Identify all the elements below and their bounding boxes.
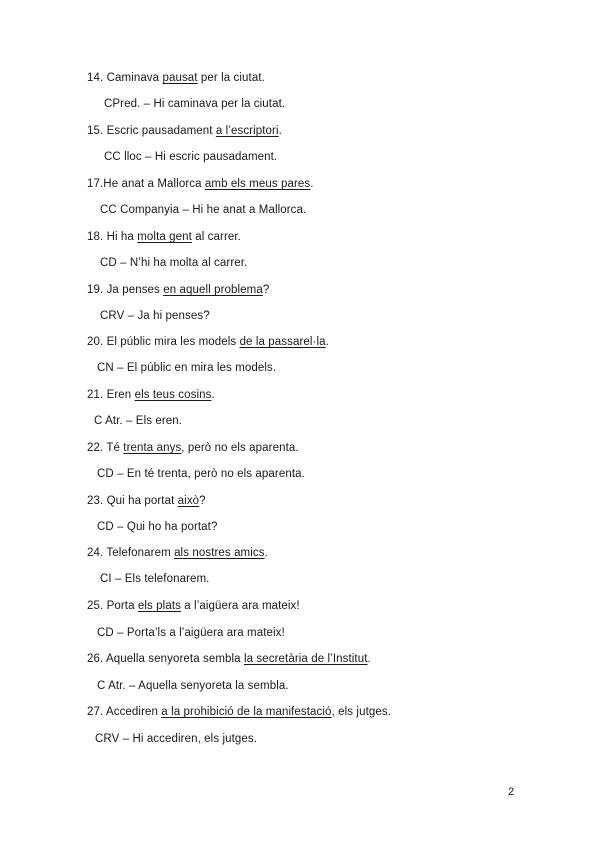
question-26: 26. Aquella senyoreta sembla la secretària de l’Institut.: [87, 653, 371, 665]
underlined-phrase: de la passarel·la: [239, 336, 326, 348]
underlined-phrase: pausat: [162, 72, 198, 84]
answer-17: CC Companyia – Hi he anat a Mallorca.: [100, 204, 307, 216]
question-25: 25. Porta els plats a l’aigüera ara mateix!: [87, 600, 300, 612]
answer-24: CI – Els telefonarem.: [100, 573, 210, 585]
question-20: 20. El públic mira les models de la passarel·la.: [87, 336, 329, 348]
question-15: 15. Escric pausadament a l’escriptori.: [87, 125, 282, 137]
answer-18: CD – N’hi ha molta al carrer.: [100, 257, 248, 269]
question-23: 23. Qui ha portat això?: [87, 495, 206, 507]
answer-19: CRV – Ja hi penses?: [100, 310, 210, 322]
underlined-phrase: els teus cosins: [134, 389, 212, 401]
answer-21: C Atr. – Els eren.: [94, 415, 183, 427]
underlined-phrase: els plats: [137, 600, 181, 612]
answer-26: C Atr. – Aquella senyoreta la sembla.: [97, 680, 289, 692]
underlined-phrase: en aquell problema: [163, 284, 263, 296]
question-27: 27. Accediren a la prohibició de la manifestació, els jutges.: [87, 706, 391, 718]
question-18: 18. Hi ha molta gent al carrer.: [87, 231, 241, 243]
question-22: 22. Té trenta anys, però no els aparenta.: [87, 442, 299, 454]
question-24: 24. Telefonarem als nostres amics.: [87, 547, 268, 559]
answer-15: CC lloc – Hi escric pausadament.: [104, 151, 278, 163]
underlined-phrase: als nostres amics: [174, 547, 265, 559]
page-number: 2: [508, 786, 515, 798]
question-14: 14. Caminava pausat per la ciutat.: [87, 72, 265, 84]
underlined-phrase: trenta anys: [123, 442, 182, 454]
underlined-phrase: molta gent: [137, 231, 192, 243]
underlined-phrase: a la prohibició de la manifestació: [161, 706, 332, 718]
answer-14: CPred. – Hi caminava per la ciutat.: [104, 98, 286, 110]
answer-27: CRV – Hi accediren, els jutges.: [95, 733, 258, 745]
answer-25: CD – Porta’ls a l’aigüera ara mateix!: [97, 627, 285, 639]
underlined-phrase: a l’escriptori: [215, 125, 279, 137]
question-19: 19. Ja penses en aquell problema?: [87, 284, 270, 296]
underlined-phrase: la secretària de l’Institut: [243, 653, 368, 665]
question-21: 21. Eren els teus cosins.: [87, 389, 215, 401]
answer-20: CN – El públic en mira les models.: [97, 362, 277, 374]
answer-22: CD – En té trenta, però no els aparenta.: [97, 468, 305, 480]
question-17: 17.He anat a Mallorca amb els meus pares.: [87, 178, 314, 190]
underlined-phrase: amb els meus pares: [204, 178, 311, 190]
underlined-phrase: això: [177, 495, 200, 507]
answer-23: CD – Qui ho ha portat?: [97, 521, 218, 533]
